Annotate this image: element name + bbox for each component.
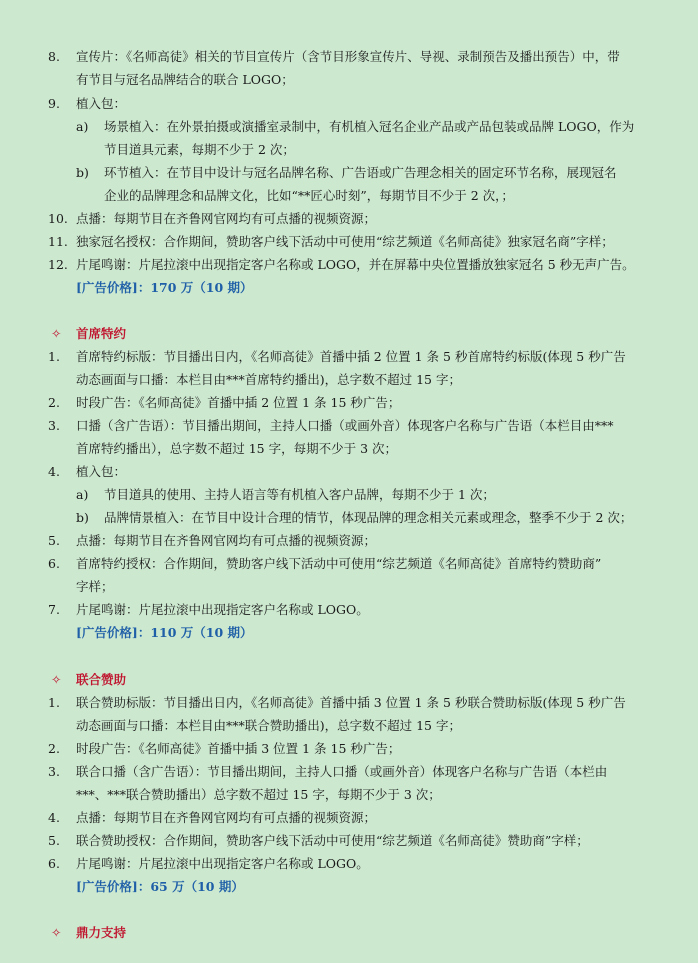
document-page: 8. 宣传片：《名师高徒》相关的节目宣传片（含节目形象宣传片、导视、录制预告及播出预告）中，带 有节目与冠名品牌结合的联合 LOGO； 9. 植入包： a) 场景植入：在外景拍摄或演播室录制中，有机植入冠名企业产品或产品包装或品牌 LOGO，作为 节目道具元素，每期不少于 2 次； b) 环节植入：在节目中设计与冠名品牌名称、广告语或广告理念相关的固定环节名称，展现冠名 企业的品牌理念和品牌文化，比如“**匠心时刻”，每期节目不少于 2 次，； 10. 点播：每期节目在齐鲁网官网均有可点播的视频资源； 11. 独家冠名授权：合作期间，赞助客户线下活动中可使用“综艺频道《名师高徒》独家冠名商”字样； 12. 片尾鸣谢：片尾拉滚中出现指定客户名称或 LOGO，并在屏幕中央位置播放独家冠名 5 秒无声广告。 [广告价格]：170 万（10 期） ✧ 首席特约 1. 首席特约标版：节目播出日内，《名师高徒》首播中插 2 位置 1 条 5 秒首席特约标版(体现 5 秒广告 动态画面与口播：本栏目由***首席特约播出)，总字数不超过 15 字； 2. 时段广告：《名师高徒》首播中插 2 位置 1 条 15 秒广告； 3. 口播（含广告语）：节目播出期间，主持人口播（或画外音）体现客户名称与广告语（本栏目由*** 首席特约播出），总字数不超过 15 字，每期不少于 3 次； 4. 植入包： a) 节目道具的使用、主持人语言等有机植入客户品牌，每期不少于 1 次； b) 品牌情景植入：在节目中设计合理的情节，体现品牌的理念相关元素或理念，整季不少于 2 次； 5. 点播：每期节目在齐鲁网官网均有可点播的视频资源； 6. 首席特约授权：合作期间，赞助客户线下活动中可使用“综艺频道《名师高徒》首席特约赞助商” 字样； 7. 片尾鸣谢：片尾拉滚中出现指定客户名称或 LOGO。 [广告价格]：110 万（10 期） ✧ 联合赞助 1. 联合赞助标版：节目播出日内，《名师高徒》首播中插 3 位置 1 条 5 秒联合赞助标版(体现 5 秒广告 动态画面与口播：本栏目由***联合赞助播出)，总字数不超过 15 字； 2. 时段广告：《名师高徒》首播中插 3 位置 1 条 15 秒广告； 3. 联合口播（含广告语）：节目播出期间，主持人口播（或画外音）体现客户名称与广告语（本栏由 ***、***联合赞助播出）总字数不超过 15 字，每期不少于 3 次； 4. 点播：每期节目在齐鲁网官网均有可点播的视频资源； 5. 联合赞助授权：合作期间，赞助客户线下活动中可使用“综艺频道《名师高徒》赞助商”字样； 6. 片尾鸣谢：片尾拉滚中出现指定客户名称或 LOGO。 [广告价格]：65 万（10 期） ✧ 鼎力支持 bbox=[48, 49, 635, 940]
diamond-icon: ✧ bbox=[51, 672, 62, 687]
diamond-icon: ✧ bbox=[51, 326, 62, 341]
diamond-icon: ✧ bbox=[51, 925, 62, 940]
ad-price: [广告价格]：170 万（10 期） bbox=[76, 280, 253, 295]
section-title: 鼎力支持 bbox=[76, 925, 127, 940]
section-title: 首席特约 bbox=[76, 326, 127, 341]
ad-price: [广告价格]：110 万（10 期） bbox=[76, 625, 253, 640]
ad-price: [广告价格]：65 万（10 期） bbox=[76, 879, 244, 894]
section-title: 联合赞助 bbox=[76, 672, 127, 687]
